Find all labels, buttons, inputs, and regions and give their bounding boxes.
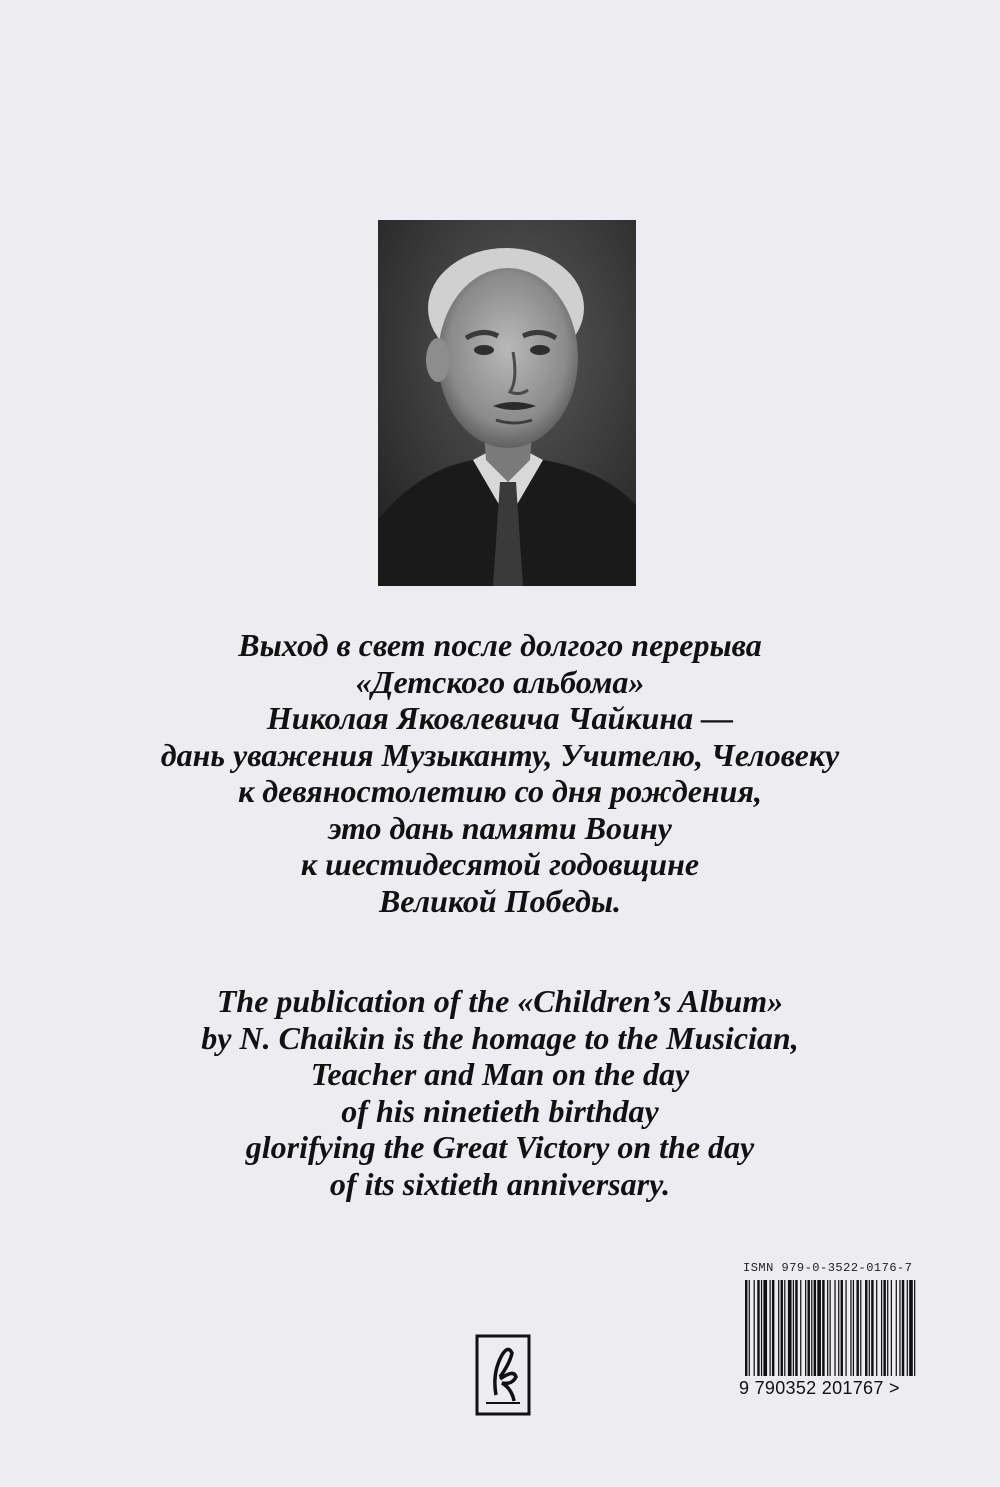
barcode-bar [830, 1280, 831, 1376]
barcode-bar [807, 1280, 809, 1376]
ru-line: к шестидесятой годовщине [300, 846, 700, 882]
ismn-label: ISMN 979-0-3522-0176-7 [743, 1261, 913, 1275]
ru-line: к девяностолетию со дня рождения, [238, 773, 762, 809]
barcode-bar [811, 1280, 812, 1376]
russian-dedication [100, 627, 900, 919]
ru-line: это дань памяти Воину [328, 809, 672, 846]
barcode-bar [881, 1280, 882, 1376]
english-dedication [100, 983, 900, 1202]
barcode-bar [800, 1280, 801, 1376]
barcode-bar [784, 1280, 785, 1376]
barcode-bar [845, 1280, 846, 1376]
barcode-bar [853, 1280, 854, 1376]
barcode-bar [814, 1280, 816, 1376]
barcode-bar [745, 1280, 747, 1376]
barcode-bar [907, 1280, 908, 1376]
barcode-bar [860, 1280, 861, 1376]
barcode-bar [793, 1280, 794, 1376]
barcode-bar [838, 1280, 839, 1376]
en-line: of its sixtieth anniversary. [329, 1165, 671, 1202]
portrait-illustration [378, 220, 636, 586]
barcode-bar [834, 1280, 835, 1376]
publisher-logo-icon [474, 1333, 532, 1417]
barcode-bar [754, 1280, 755, 1376]
barcode-bar [817, 1280, 821, 1376]
barcode-bar [899, 1280, 900, 1376]
ru-line: Выход в свет после долгого перерыва [238, 627, 762, 663]
en-line: glorifying the Great Victory on the day [245, 1129, 755, 1165]
barcode-bar [757, 1280, 759, 1376]
en-line: by N. Chaikin is the homage to the Musician, [201, 1019, 799, 1056]
ru-line: «Детского альбома» [355, 663, 645, 700]
barcode-bar [883, 1280, 885, 1376]
en-line: The publication of the «Children’s Album» [216, 983, 784, 1019]
barcode-bar [856, 1280, 858, 1376]
barcode-bar [763, 1280, 767, 1376]
barcode-bar [795, 1280, 797, 1376]
barcode-bar [871, 1280, 873, 1376]
barcode-bar [909, 1280, 913, 1376]
ru-line: Николая Яковлевича Чайкина — [266, 700, 734, 736]
barcode-bar [781, 1280, 783, 1376]
barcode-graphic [743, 1280, 983, 1378]
barcode-bar [827, 1280, 828, 1376]
en-line: Teacher and Man on the day [310, 1056, 690, 1092]
barcode-bar [749, 1280, 750, 1376]
barcode-bar [914, 1280, 915, 1376]
barcode-bar [778, 1280, 779, 1376]
barcode-bar [822, 1280, 824, 1376]
portrait-photo [378, 220, 636, 586]
barcode-panel [733, 1255, 991, 1405]
barcode-bar [772, 1280, 774, 1376]
barcode-bar [869, 1280, 870, 1376]
barcode-bar [841, 1280, 843, 1376]
barcode-bar [770, 1280, 771, 1376]
barcode-bar [887, 1280, 888, 1376]
barcode-digits: 9 790352 201767 > [739, 1378, 900, 1398]
barcode-bar [876, 1280, 877, 1376]
barcode-bar [850, 1280, 851, 1376]
barcode-bar [891, 1280, 892, 1376]
en-line: of his ninetieth birthday [341, 1092, 659, 1129]
barcode-bar [805, 1280, 806, 1376]
barcode-bar [788, 1280, 792, 1376]
ru-line: дань уважения Музыканту, Учителю, Человеку [160, 736, 840, 773]
barcode-bar [761, 1280, 762, 1376]
barcode-bar [896, 1280, 897, 1376]
barcode-bar [865, 1280, 867, 1376]
ru-line: Великой Победы. [378, 882, 622, 919]
barcode-bar [902, 1280, 904, 1376]
